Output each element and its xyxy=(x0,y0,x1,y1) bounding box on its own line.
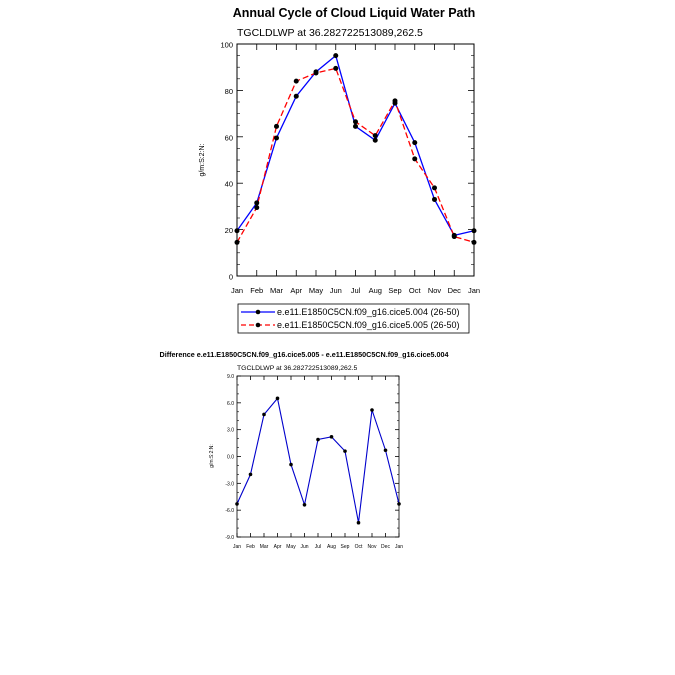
y-tick-label: 60 xyxy=(224,133,233,143)
x-tick-label: Jan xyxy=(467,286,481,295)
data-point-series-1 xyxy=(333,53,338,58)
y-tick-label: 40 xyxy=(224,179,233,189)
x-tick-label: Sep xyxy=(340,544,350,550)
y-tick-label: 0 xyxy=(228,272,233,282)
x-tick-label: Nov xyxy=(367,544,377,550)
y-tick-label: -6.0 xyxy=(225,508,234,515)
data-point-series-1 xyxy=(274,135,279,140)
data-point-series-1 xyxy=(397,502,401,506)
x-tick-label: May xyxy=(286,544,296,550)
chart-title: Annual Cycle of Cloud Liquid Water Path xyxy=(232,6,476,20)
y-tick-label: 20 xyxy=(224,226,233,236)
data-point-series-1 xyxy=(235,228,240,233)
data-point-series-1 xyxy=(472,228,477,233)
x-tick-label: May xyxy=(308,286,324,295)
data-point-series-1 xyxy=(357,521,361,525)
legend-label-series-1: e.e11.E1850C5CN.f09_g16.cice5.004 (26-50) xyxy=(277,307,460,317)
data-point-series-2 xyxy=(373,133,378,138)
x-tick-label: Jul xyxy=(314,544,322,550)
data-point-series-1 xyxy=(370,408,374,412)
y-tick-label: 80 xyxy=(224,86,233,96)
x-tick-label: Jan xyxy=(230,286,244,295)
data-point-series-1 xyxy=(384,448,388,452)
data-point-series-2 xyxy=(294,79,299,84)
data-point-series-2 xyxy=(393,98,398,103)
data-point-series-1 xyxy=(353,124,358,129)
data-point-series-2 xyxy=(353,119,358,124)
x-tick-label: Oct xyxy=(354,544,363,550)
y-tick-label: -3.0 xyxy=(225,481,234,488)
x-tick-label: Jul xyxy=(350,286,361,295)
data-point-series-1 xyxy=(373,138,378,143)
x-tick-label: Dec xyxy=(381,544,390,550)
data-point-series-1 xyxy=(294,94,299,99)
legend xyxy=(238,304,469,333)
data-point-series-1 xyxy=(235,502,239,506)
data-point-series-1 xyxy=(432,197,437,202)
data-point-series-2 xyxy=(314,71,319,76)
x-tick-label: Mar xyxy=(259,544,269,550)
data-point-series-1 xyxy=(316,438,320,442)
x-tick-label: Mar xyxy=(270,286,283,295)
data-point-series-2 xyxy=(432,185,437,190)
chart-subtitle: TGCLDLWP at 36.282722513089,262.5 xyxy=(237,27,423,39)
x-tick-label: Nov xyxy=(427,286,442,295)
data-point-series-1 xyxy=(330,435,334,439)
legend-marker-series-1 xyxy=(256,310,261,315)
data-point-series-1 xyxy=(412,140,417,145)
difference-y-axis-label: g/m:S:2:N: xyxy=(209,444,215,468)
data-point-series-2 xyxy=(274,124,279,129)
y-tick-label: 9.0 xyxy=(227,374,234,380)
data-point-series-2 xyxy=(235,240,240,245)
x-tick-label: Jun xyxy=(300,544,309,550)
data-point-series-1 xyxy=(303,503,307,507)
x-tick-label: Dec xyxy=(447,286,461,295)
y-tick-label: 6.0 xyxy=(227,400,234,407)
legend-marker-series-2 xyxy=(256,323,261,328)
y-tick-label: 100 xyxy=(220,40,233,50)
y-axis-label: g/m:S:2:N: xyxy=(199,143,206,177)
x-tick-label: Jan xyxy=(394,544,404,550)
data-point-series-2 xyxy=(254,205,259,210)
data-point-series-1 xyxy=(276,397,280,401)
data-point-series-2 xyxy=(333,66,338,71)
data-point-series-1 xyxy=(289,463,293,467)
x-tick-label: Jun xyxy=(329,286,342,295)
y-tick-label: -9.0 xyxy=(225,535,234,541)
x-tick-label: Feb xyxy=(246,544,255,550)
x-tick-label: Aug xyxy=(368,286,382,295)
x-tick-label: Oct xyxy=(408,286,421,295)
data-point-series-2 xyxy=(412,156,417,161)
data-point-series-1 xyxy=(254,200,259,205)
x-tick-label: Jan xyxy=(232,544,242,550)
data-point-series-2 xyxy=(452,234,457,239)
x-tick-label: Apr xyxy=(290,286,303,295)
data-point-series-2 xyxy=(472,240,477,245)
difference-title: Difference e.e11.E1850C5CN.f09_g16.cice5.005 - e.e11.E1850C5CN.f09_g16.cice5.004 xyxy=(159,350,449,359)
difference-subtitle: TGCLDLWP at 36.282722513089,262.5 xyxy=(237,365,358,372)
y-tick-label: 0.0 xyxy=(227,454,234,461)
x-tick-label: Apr xyxy=(273,544,282,550)
x-tick-label: Aug xyxy=(327,544,336,550)
y-tick-label: 3.0 xyxy=(227,427,234,434)
data-point-series-1 xyxy=(262,413,266,417)
x-tick-label: Feb xyxy=(250,286,264,295)
data-point-series-1 xyxy=(343,449,347,453)
legend-label-series-2: e.e11.E1850C5CN.f09_g16.cice5.005 (26-50) xyxy=(277,320,460,330)
data-point-series-1 xyxy=(249,473,253,477)
x-tick-label: Sep xyxy=(388,286,402,295)
